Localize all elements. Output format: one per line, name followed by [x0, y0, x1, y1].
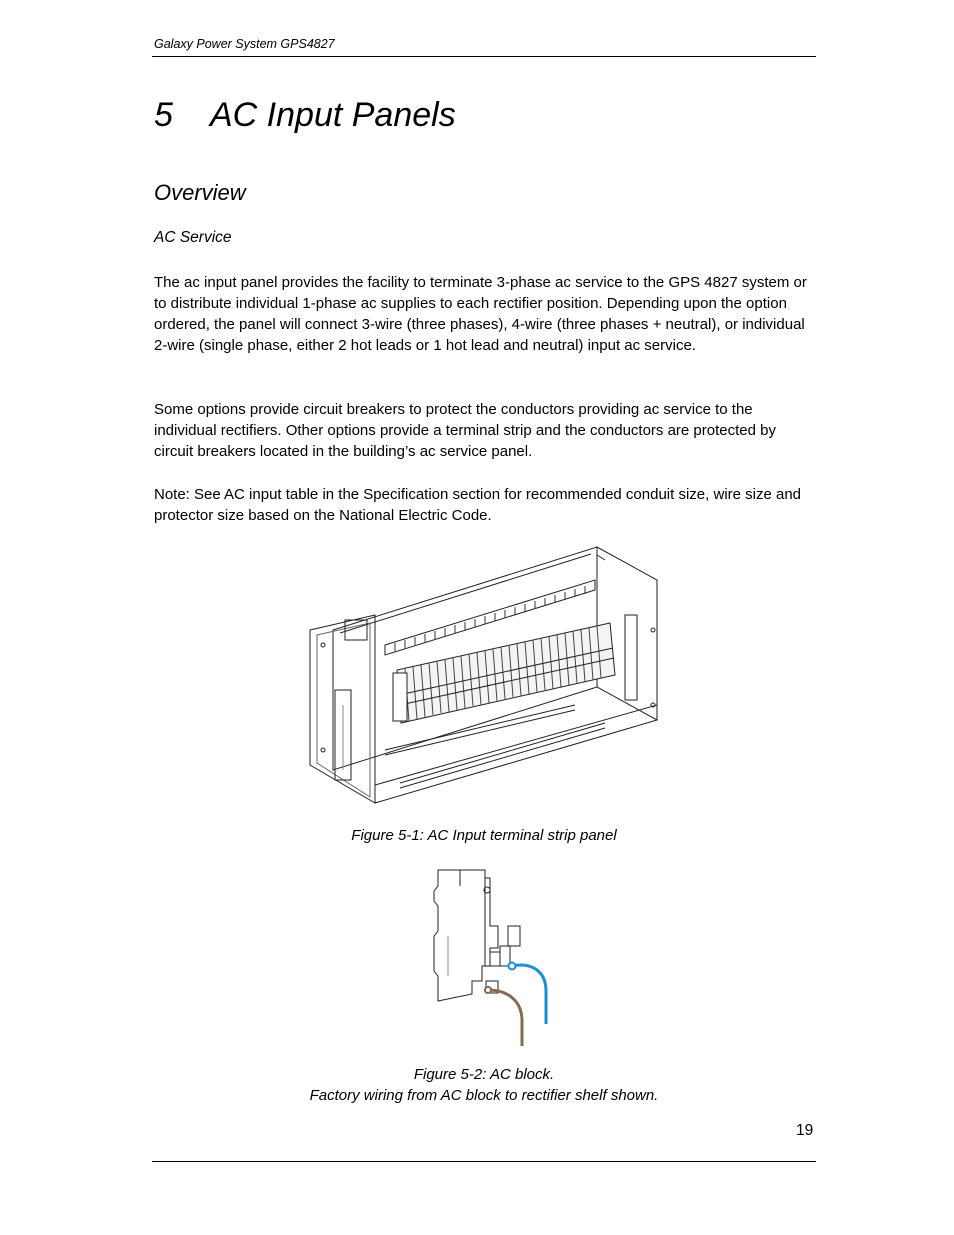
- figure-5-2-caption: [152, 1064, 816, 1106]
- header-rule: [152, 56, 816, 57]
- running-header: Galaxy Power System GPS4827: [154, 37, 335, 51]
- ac-input-panel-drawing: [305, 545, 660, 807]
- footer-rule: [152, 1161, 816, 1162]
- figure-5-2-caption-line1: Figure 5-2: AC block.: [413, 1066, 555, 1083]
- figure-5-2-caption-line2: Factory wiring from AC block to rectifier shelf shown.: [309, 1087, 659, 1104]
- paragraph-ac-service: The ac input panel provides the facility to terminate 3-phase ac service to the GPS 4827 system or to distribute individual 1-phase ac supplies to each rectifier position. Depending upon the option ordered, the panel will connect 3-wire (three phases), 4-wire (three phases + neutral), or individual 2-wire (single phase, either 2 hot leads or 1 hot lead and neutral) input ac service.: [154, 274, 807, 354]
- figure-5-1-caption: Figure 5-1: AC Input terminal strip panel: [351, 827, 617, 844]
- chapter-number: 5: [154, 96, 173, 134]
- section-heading: Overview: [154, 180, 246, 205]
- subsection-heading: AC Service: [154, 229, 232, 246]
- chapter-title: AC Input Panels: [210, 96, 456, 134]
- chapter-heading: [154, 96, 456, 135]
- page-number: 19: [796, 1122, 814, 1139]
- paragraph-circuit-breakers: Some options provide circuit breakers to protect the conductors providing ac service to the individual rectifiers. Other options provide a terminal strip and the conductors are protected by circuit breakers located in the building’s ac service panel.: [154, 401, 776, 460]
- ac-block-drawing: [430, 866, 555, 1048]
- paragraph-note: Note: See AC input table in the Specification section for recommended conduit size, wire size and protector size based on the National Electric Code.: [154, 486, 802, 524]
